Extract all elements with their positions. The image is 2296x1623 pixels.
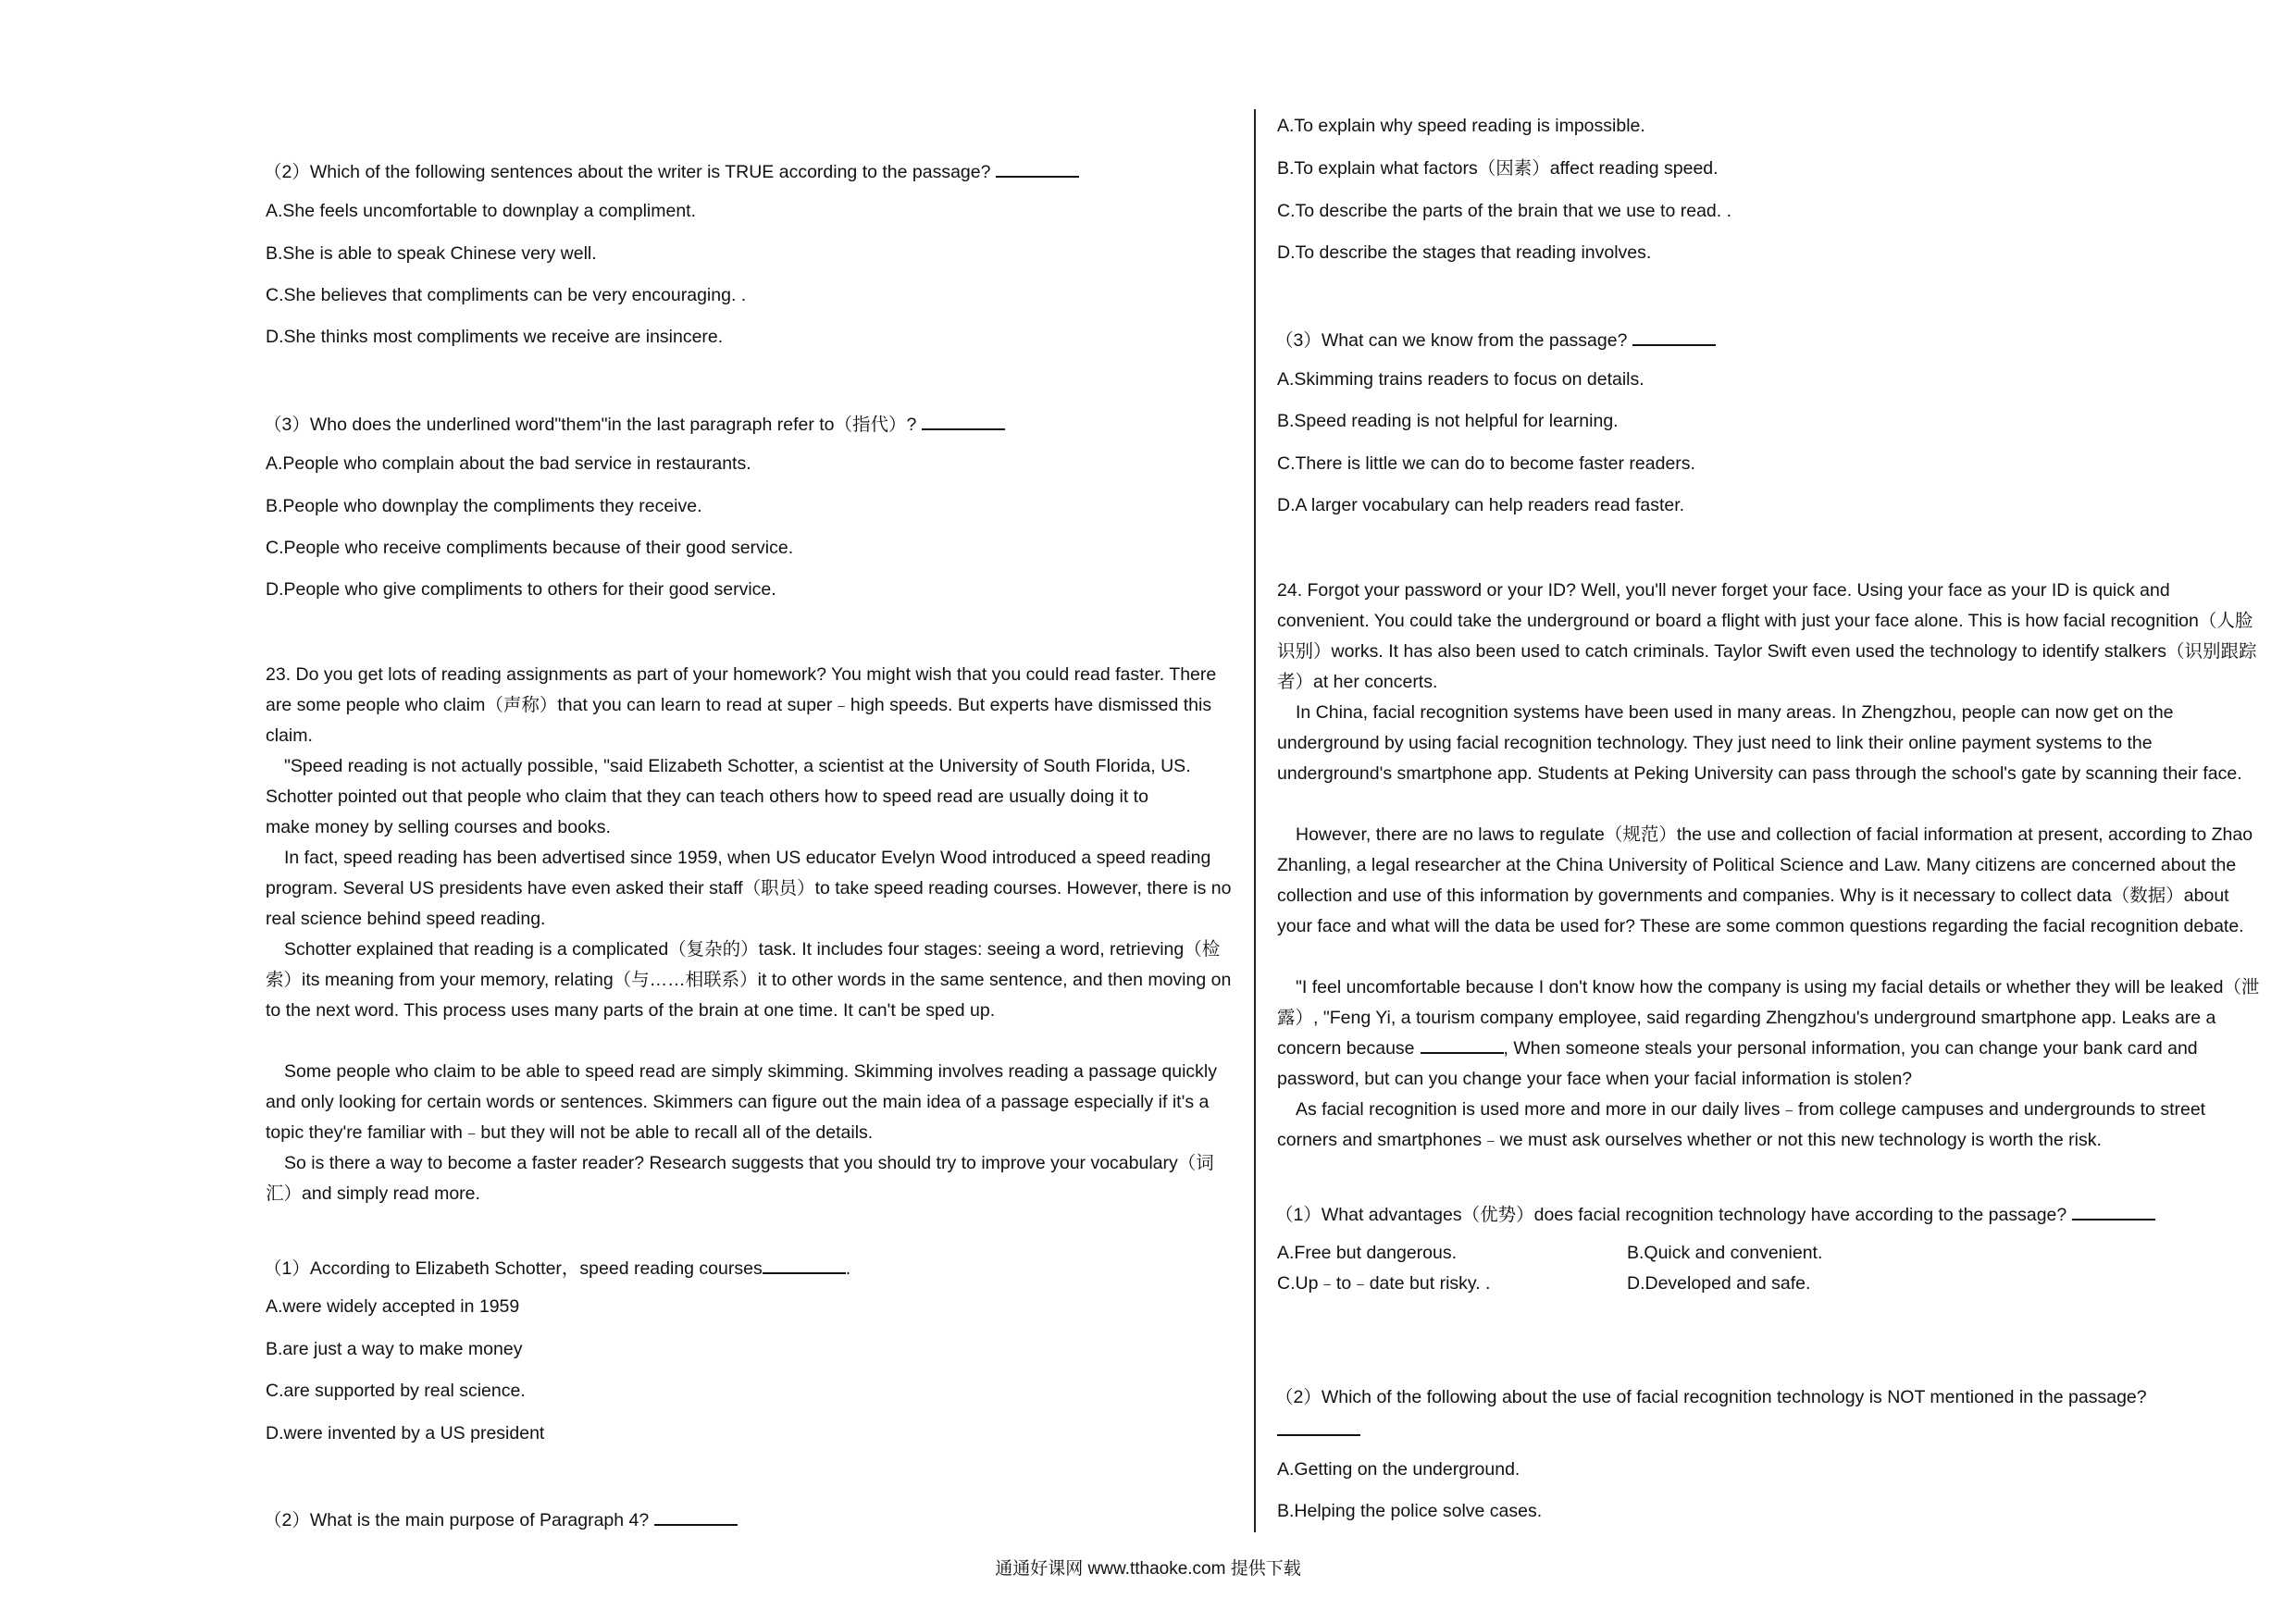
question-stem: （1）According to Elizabeth Schotter，speed reading courses — [264, 1258, 763, 1279]
passage-text: "I feel uncomfortable because I don't know how the company is using my facial details or whether they will be leaked（泄露）, "Feng Yi, a tourism company employee, said regarding Zhengzhou's underground smartphone app. Leaks are a concern because — [1277, 977, 2260, 1059]
option-b: B.To explain what factors（因素）affect reading speed. — [1277, 158, 1719, 179]
passage-paragraph: In China, facial recognition systems have been used in many areas. In Zhengzhou, people can now get on the underground by using facial recognition technology. They just need to link their online payment systems to the underground's smartphone app. Students at Peking University can pass through the school's gate by scanning their face. — [1277, 702, 2242, 784]
answer-blank[interactable] — [763, 1254, 846, 1274]
option-b: B.Quick and convenient. — [1627, 1243, 1823, 1263]
page-footer: 通通好课网 www.tthaoke.com 提供下载 — [995, 1559, 1301, 1579]
option-c: C.are supported by real science. — [266, 1381, 526, 1401]
answer-blank[interactable] — [654, 1505, 738, 1526]
passage-paragraph — [1277, 973, 2263, 1095]
passage-paragraph: However, there are no laws to regulate（规范）the use and collection of facial information at present, according to Zhao Zhanling, a legal researcher at the China University of Political Science and Law. Many citizens are concerned about the collection and use of this information by governments and companies. Why is it necessary to collect data（数据）about your face and what will the data be used for? These are some common questions regarding the facial recognition debate. — [1277, 824, 2253, 936]
passage-paragraph: Some people who claim to be able to speed read are simply skimming. Skimming involves reading a passage quickly and only looking for certain words or sentences. Skimmers can figure out the main idea of a passage especially if it's a topic they're familiar with﹣but they will not be able to recall all of the details. — [266, 1061, 1218, 1143]
option-d: D.She thinks most compliments we receive are insincere. — [266, 327, 724, 347]
option-d: D.People who give compliments to others for their good service. — [266, 579, 776, 600]
option-c: C.To describe the parts of the brain that we use to read. . — [1277, 201, 1732, 221]
option-c: C.She believes that compliments can be very encouraging. . — [266, 285, 747, 305]
question-stem: （2）What is the main purpose of Paragraph 4? — [264, 1510, 650, 1530]
question-23-1: （1）According to Elizabeth Schotter，speed reading courses . — [264, 1254, 850, 1280]
passage-paragraph: So is there a way to become a faster reader? Research suggests that you should try to improve your vocabulary（词汇）and simply read more. — [266, 1153, 1214, 1204]
option-c: C.There is little we can do to become faster readers. — [1277, 453, 1695, 474]
question-22-2 — [264, 157, 1079, 183]
question-24-2: （2）Which of the following about the use of facial recognition technology is NOT mentioned in the passage? — [1275, 1387, 2147, 1407]
option-b: B.are just a way to make money — [266, 1339, 523, 1359]
option-d: D.A larger vocabulary can help readers read faster. — [1277, 495, 1685, 515]
option-d: D.To describe the stages that reading involves. — [1277, 242, 1652, 263]
passage-paragraph: "Speed reading is not actually possible, "said Elizabeth Schotter, a scientist at the University of South Florida, US. Schotter pointed out that people who claim that they can teach others how to speed read are usually doing it to make money by selling courses and books. — [266, 756, 1191, 837]
passage-paragraph: 23. Do you get lots of reading assignments as part of your homework? You might wish that you could read faster. There are some people who claim（声称）that you can learn to read at super﹣high speeds. But experts have dismissed this claim. — [266, 664, 1217, 746]
option-d: D.Developed and safe. — [1627, 1273, 1811, 1294]
option-a: A.Getting on the underground. — [1277, 1459, 1520, 1480]
option-a: A.Free but dangerous. — [1277, 1243, 1458, 1263]
option-d: D.were invented by a US president — [266, 1423, 545, 1443]
option-a: A.Skimming trains readers to focus on details. — [1277, 369, 1644, 390]
question-23-2 — [264, 1505, 738, 1531]
question-stem: （3）What can we know from the passage? — [1275, 330, 1628, 351]
option-a: A.People who complain about the bad service in restaurants. — [266, 453, 751, 474]
question-22-3 — [264, 410, 1005, 436]
question-stem: （3）Who does the underlined word"them"in the last paragraph refer to（指代）? — [264, 415, 917, 435]
option-a: A.To explain why speed reading is impossible. — [1277, 116, 1645, 136]
question-23-3 — [1275, 326, 1716, 352]
option-b: B.People who downplay the compliments they receive. — [266, 496, 702, 516]
answer-blank[interactable] — [2072, 1200, 2155, 1220]
passage-text: , When someone steals your personal information, you can change your bank card and password, but can you change your face when your facial information is stolen? — [1277, 1038, 2198, 1089]
question-stem: （1）What advantages（优势）does facial recognition technology have according to the passage? — [1275, 1205, 2067, 1225]
answer-blank[interactable] — [922, 410, 1005, 430]
question-stem: （2）Which of the following sentences about the writer is TRUE according to the passage? — [264, 162, 991, 182]
column-divider — [1254, 109, 1256, 1532]
option-a: A.She feels uncomfortable to downplay a compliment. — [266, 201, 697, 221]
question-24-1 — [1275, 1200, 2155, 1226]
option-b: B.Speed reading is not helpful for learning. — [1277, 411, 1619, 431]
answer-blank[interactable] — [1421, 1034, 1504, 1054]
option-c: C.People who receive compliments because of their good service. — [266, 538, 794, 558]
answer-blank[interactable] — [1277, 1416, 1360, 1436]
answer-blank[interactable] — [1632, 326, 1716, 346]
passage-paragraph: In fact, speed reading has been advertised since 1959, when US educator Evelyn Wood introduced a speed reading program. Several US presidents have even asked their staff（职员）to take speed reading courses. However, there is no real science behind speed reading. — [266, 848, 1232, 929]
option-b: B.Helping the police solve cases. — [1277, 1501, 1543, 1521]
answer-blank[interactable] — [996, 157, 1079, 178]
passage-paragraph: Schotter explained that reading is a complicated（复杂的）task. It includes four stages: seeing a word, retrieving（检索）its meaning from your memory, relating（与……相联系）it to other words in the same sentence, and then moving on to the next word. This process uses many parts of the brain at one time. It can't be sped up. — [266, 939, 1232, 1021]
option-a: A.were widely accepted in 1959 — [266, 1296, 520, 1317]
passage-paragraph: 24. Forgot your password or your ID? Well, you'll never forget your face. Using your face as your ID is quick and convenient. You could take the underground or board a flight with just your face alone. This is how facial recognition（人脸识别）works. It has also been used to catch criminals. Taylor Swift even used the technology to identify stalkers（识别跟踪者）at her concerts. — [1277, 580, 2257, 692]
passage-paragraph: As facial recognition is used more and more in our daily lives﹣from college campuses and undergrounds to street corners and smartphones﹣we must ask ourselves whether or not this new technology is worth the risk. — [1277, 1099, 2206, 1150]
question-24-2-blank-line — [1277, 1416, 1360, 1442]
option-b: B.She is able to speak Chinese very well. — [266, 243, 597, 264]
option-c: C.Up﹣to﹣date but risky. . — [1277, 1273, 1491, 1294]
